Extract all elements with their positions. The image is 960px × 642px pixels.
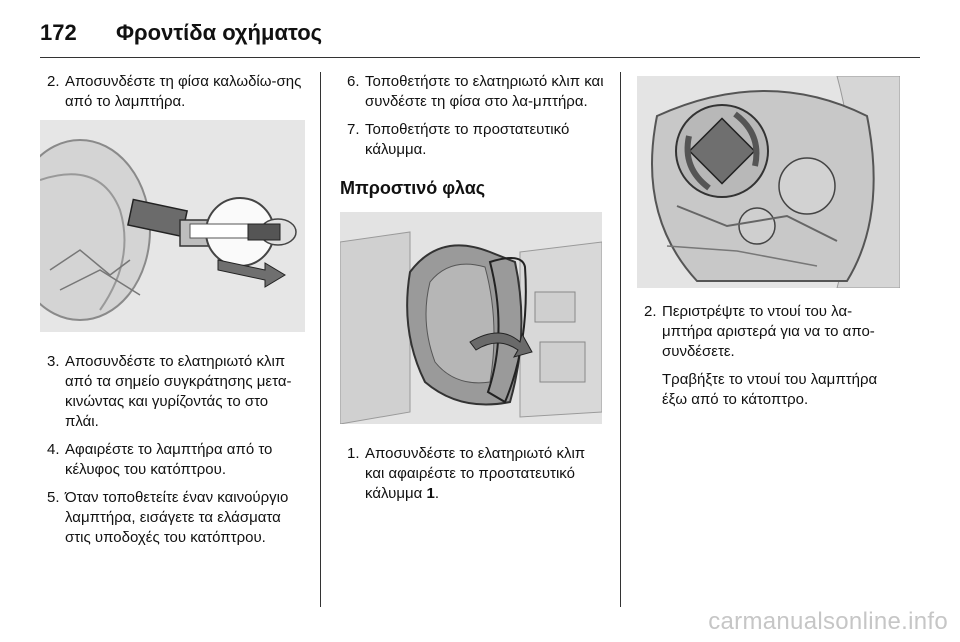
step-text: Τοποθετήστε το προστατευτικό κάλυμμα. — [365, 121, 570, 158]
step-text: Αποσυνδέστε τη φίσα καλωδίω-σης από το λαμπτήρα. — [65, 73, 302, 110]
step-text: Αποσυνδέστε το ελατηριωτό κλιπ και αφαιρέστε το προστατευτικό κάλυμμα — [365, 445, 586, 502]
step-number: 4. — [47, 441, 60, 458]
step-2-disconnect-plug — [40, 72, 305, 112]
column-1 — [40, 72, 305, 556]
step-4-remove-bulb — [40, 440, 305, 480]
column-2 — [340, 72, 605, 512]
step-5-insert-new-bulb — [40, 488, 305, 548]
column-divider-1 — [320, 72, 321, 607]
step-number: 3. — [47, 353, 60, 370]
page-header — [40, 14, 920, 50]
callout-number: 1 — [426, 485, 435, 502]
step-text: Αφαιρέστε το λαμπτήρα από το κέλυφος του κατόπτρου. — [65, 441, 273, 478]
page-title: Φροντίδα οχήματος — [116, 20, 323, 45]
step-7-fit-cover — [340, 120, 605, 160]
step-number: 1. — [347, 445, 360, 462]
section-heading: Μπροστινό φλας — [340, 178, 486, 198]
header-rule — [40, 57, 920, 58]
figure-bulb-holder-rotate — [637, 76, 900, 288]
step-text: Τοποθετήστε το ελατηριωτό κλιπ και συνδέστε τη φίσα στο λα-μπτήρα. — [365, 73, 604, 110]
step-number: 2. — [47, 73, 60, 90]
column-divider-2 — [620, 72, 621, 607]
step-number: 2. — [644, 303, 657, 320]
step-text: Όταν τοποθετείτε έναν καινούργιο λαμπτήρα, εισάγετε τα ελάσματα στις υποδοχές του κατόπτρου. — [65, 489, 289, 546]
step-number: 7. — [347, 121, 360, 138]
step-text-end: . — [434, 485, 439, 502]
step-2-rotate-bulb-holder — [637, 302, 902, 362]
figure-bulb-removal — [40, 120, 305, 332]
step-3-detach-clip — [40, 352, 305, 432]
step-1-remove-cover — [340, 444, 605, 504]
step-text: Περιστρέψτε το ντουί του λα-μπτήρα αριστερά για να το απο-συνδέσετε. — [662, 303, 875, 360]
step-number: 6. — [347, 73, 360, 90]
step-note-pull-holder: Τραβήξτε το ντουί του λαμπτήρα έξω από το κάτοπτρο. — [662, 371, 878, 408]
step-number: 5. — [47, 489, 60, 506]
column-3 — [637, 72, 902, 418]
watermark: carmanualsonline.info — [708, 608, 948, 635]
page-number: 172 — [40, 20, 77, 45]
step-text: Αποσυνδέστε το ελατηριωτό κλιπ από τα σημείο συγκράτησης μετα-κινώντας και γυρίζοντάς το στο πλάι. — [65, 353, 292, 430]
figure-front-indicator-cover — [340, 212, 602, 424]
step-6-fit-clip — [340, 72, 605, 112]
